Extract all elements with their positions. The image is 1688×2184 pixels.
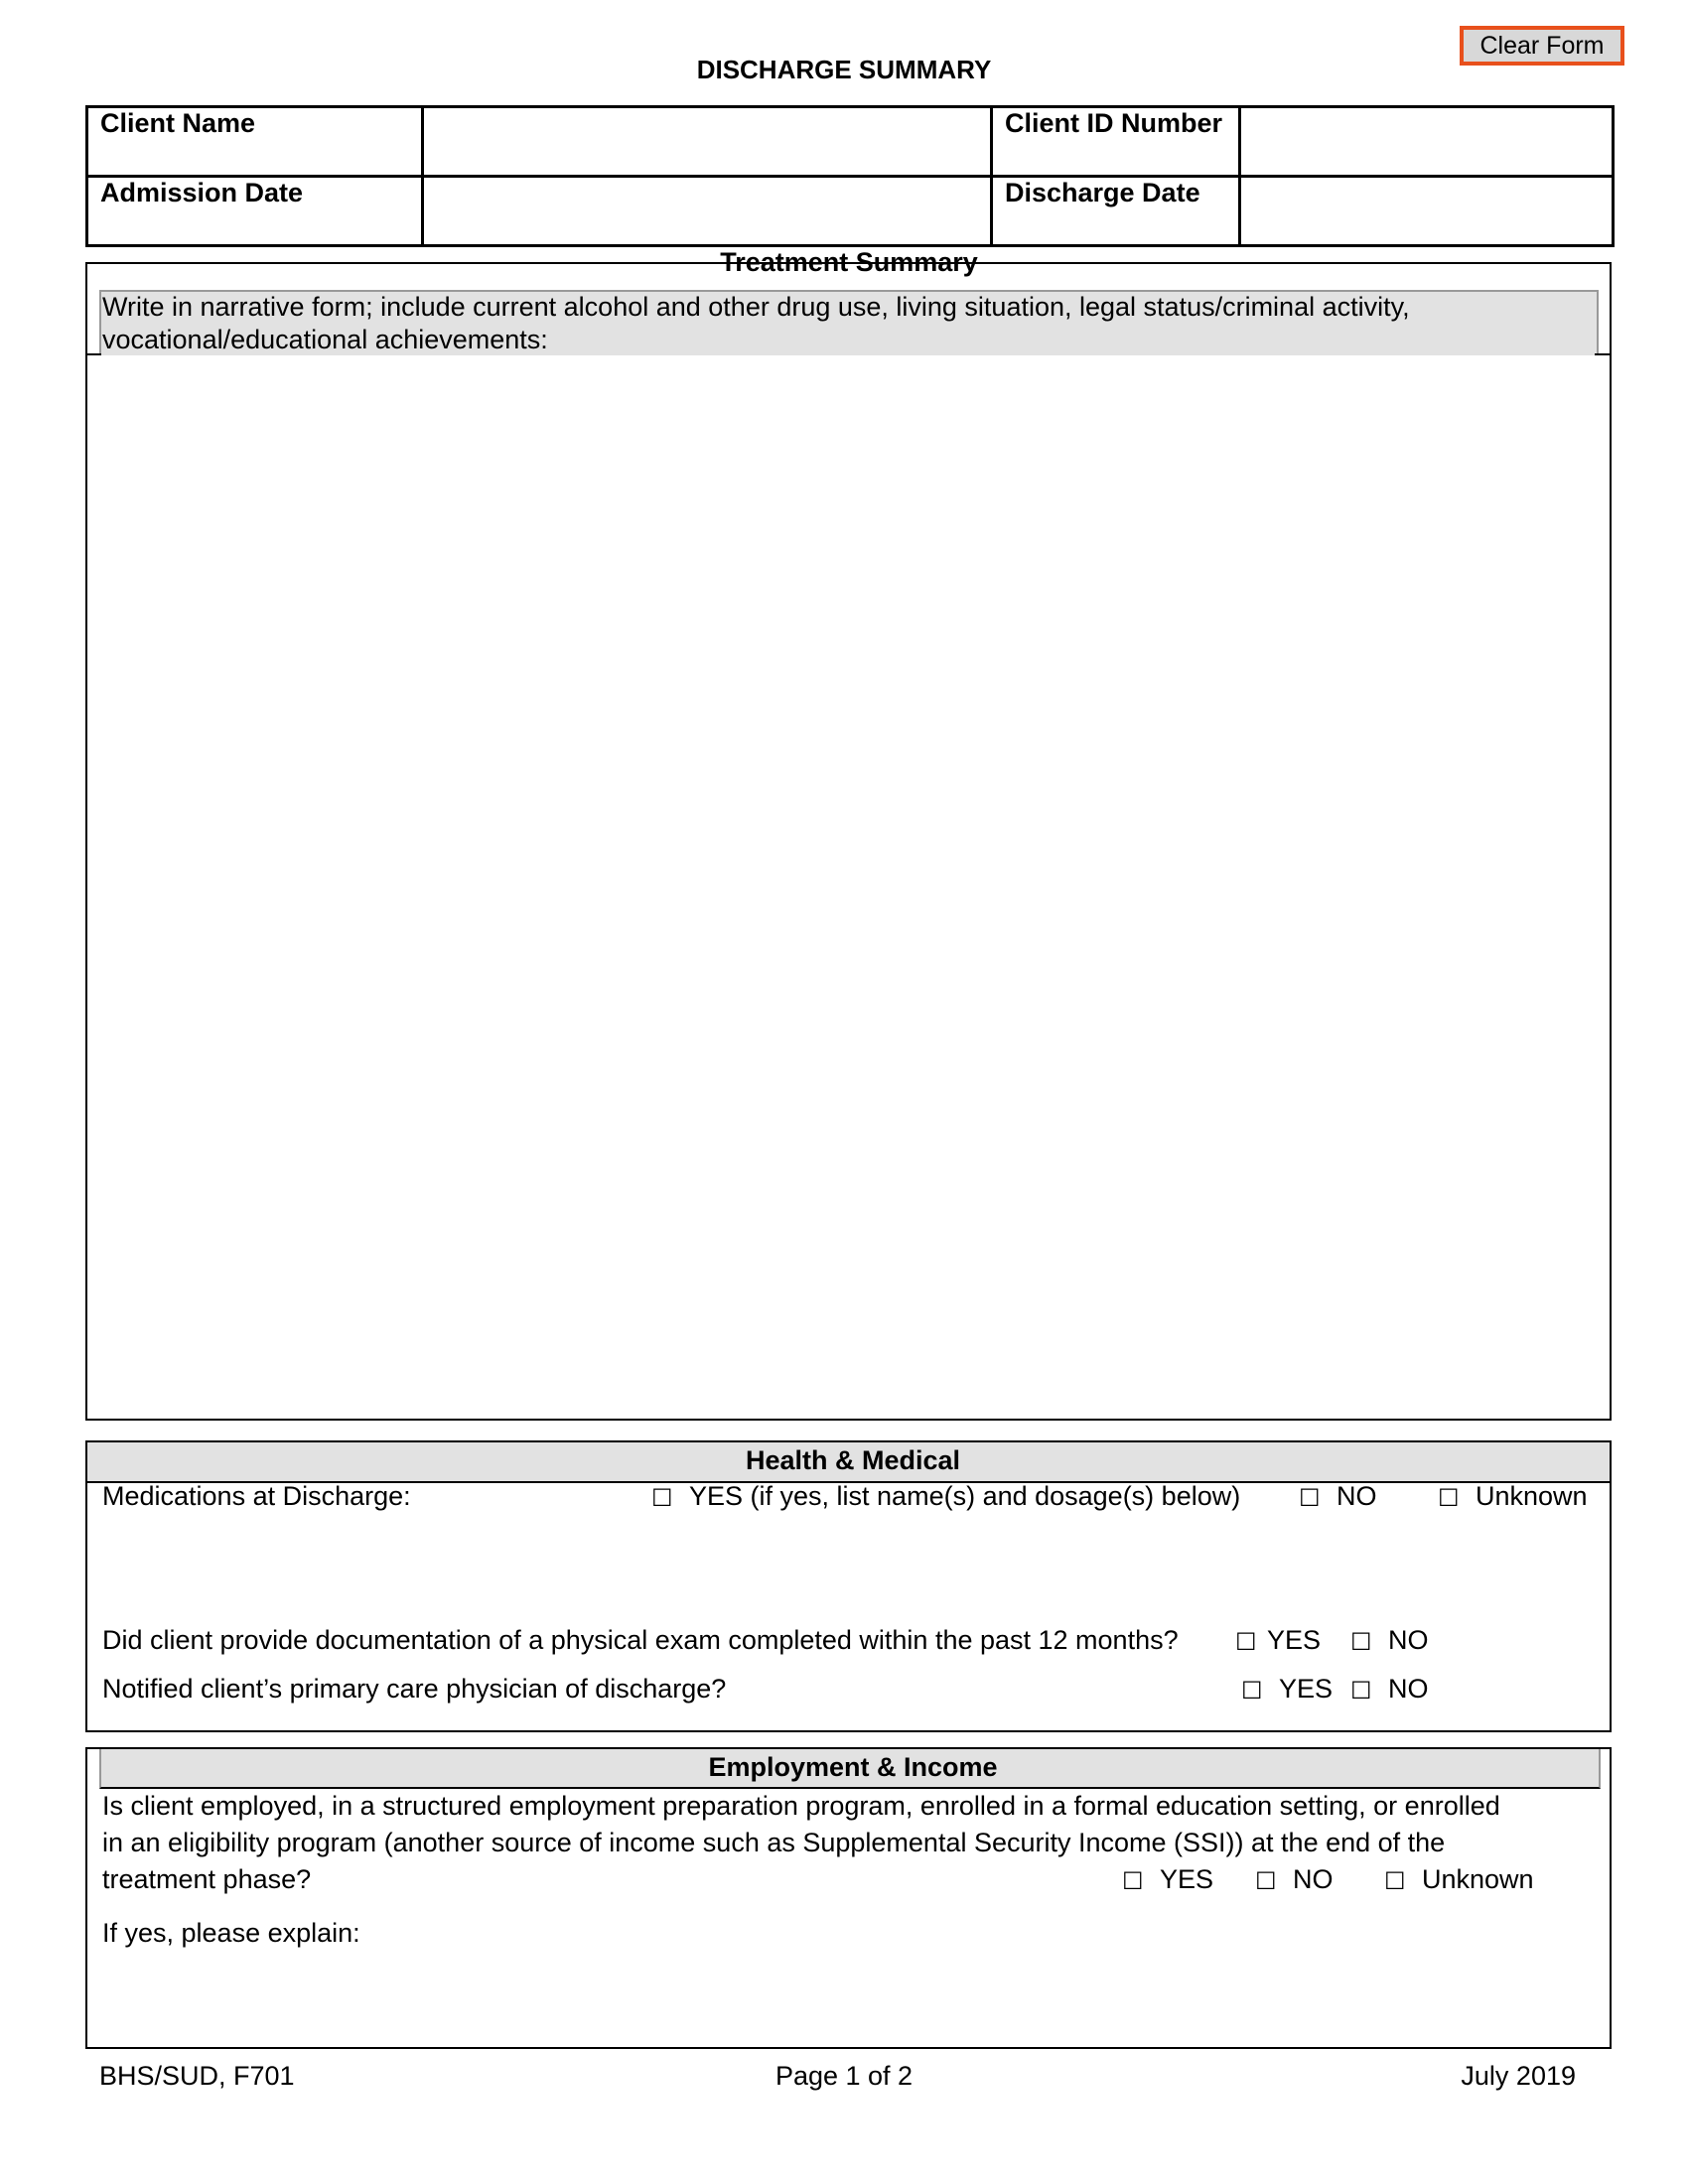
divider	[85, 353, 101, 355]
employment-income-heading: Employment & Income	[708, 1752, 998, 1782]
physical-exam-question: Did client provide documentation of a physical exam completed within the past 12 months?	[102, 1625, 1179, 1655]
physical-exam-yes-label: YES	[1267, 1625, 1322, 1655]
client-info-table	[85, 105, 1615, 247]
discharge-date-input[interactable]	[1253, 178, 1616, 239]
employment-no-label: NO	[1293, 1864, 1334, 1894]
employment-unknown-checkbox[interactable]: ☐	[1384, 1868, 1406, 1895]
admission-date-input[interactable]	[436, 178, 994, 239]
health-medical-heading: Health & Medical	[745, 1445, 961, 1475]
employment-question-line2: in an eligibility program (another source of income such as Supplemental Security Income (SSI)) at the end of the	[102, 1828, 1446, 1857]
divider	[1595, 353, 1612, 355]
physical-exam-no-label: NO	[1388, 1625, 1429, 1655]
treatment-narrative-input[interactable]	[99, 362, 1599, 1414]
discharge-date-cell	[1240, 177, 1614, 246]
medications-unknown-checkbox[interactable]: ☐	[1438, 1485, 1460, 1512]
employment-yes-checkbox[interactable]: ☐	[1122, 1868, 1144, 1895]
client-name-cell	[423, 107, 992, 177]
divider	[85, 2047, 1612, 2049]
medications-list-input[interactable]	[99, 1519, 1593, 1622]
physician-yes-checkbox[interactable]: ☐	[1241, 1678, 1263, 1705]
treatment-instruction-line2: vocational/educational achievements:	[102, 325, 548, 354]
medications-yes-checkbox[interactable]: ☐	[651, 1485, 673, 1512]
employment-question-line1: Is client employed, in a structured employment preparation program, enrolled in a formal education setting, or enrolled	[102, 1791, 1500, 1821]
physical-exam-yes-checkbox[interactable]: ☐	[1235, 1629, 1257, 1656]
clear-form-button[interactable]: Clear Form	[1460, 26, 1624, 66]
employment-unknown-label: Unknown	[1422, 1864, 1534, 1894]
medications-yes-label: YES (if yes, list name(s) and dosage(s) below)	[689, 1481, 1241, 1511]
footer-date: July 2019	[1461, 2061, 1576, 2091]
treatment-instruction-line1: Write in narrative form; include current alcohol and other drug use, living situation, legal status/criminal activity,	[102, 292, 1410, 322]
employment-no-checkbox[interactable]: ☐	[1255, 1868, 1277, 1895]
admission-date-label: Admission Date	[87, 177, 423, 246]
page-title: DISCHARGE SUMMARY	[696, 55, 992, 84]
client-id-cell	[1240, 107, 1614, 177]
medications-no-checkbox[interactable]: ☐	[1299, 1485, 1321, 1512]
explain-label: If yes, please explain:	[102, 1918, 360, 1948]
employment-question-line3: treatment phase?	[102, 1864, 312, 1894]
admission-date-cell	[423, 177, 992, 246]
footer-page-number: Page 1 of 2	[774, 2061, 914, 2091]
client-id-input[interactable]	[1253, 108, 1616, 170]
physical-exam-no-checkbox[interactable]: ☐	[1350, 1629, 1372, 1656]
divider	[85, 1730, 1612, 1732]
medications-label: Medications at Discharge:	[102, 1481, 411, 1511]
physician-no-checkbox[interactable]: ☐	[1350, 1678, 1372, 1705]
physician-no-label: NO	[1388, 1674, 1429, 1704]
client-name-label: Client Name	[87, 107, 423, 177]
client-id-label: Client ID Number	[992, 107, 1240, 177]
medications-no-label: NO	[1336, 1481, 1377, 1511]
footer-form-id: BHS/SUD, F701	[99, 2061, 295, 2091]
treatment-summary-heading: Treatment Summary	[720, 247, 978, 277]
discharge-date-label: Discharge Date	[992, 177, 1240, 246]
client-name-input[interactable]	[436, 108, 994, 170]
explain-input[interactable]	[99, 1958, 1593, 2041]
medications-unknown-label: Unknown	[1476, 1481, 1588, 1511]
physician-yes-label: YES	[1279, 1674, 1334, 1704]
employment-yes-label: YES	[1160, 1864, 1214, 1894]
physician-question: Notified client’s primary care physician of discharge?	[102, 1674, 727, 1704]
